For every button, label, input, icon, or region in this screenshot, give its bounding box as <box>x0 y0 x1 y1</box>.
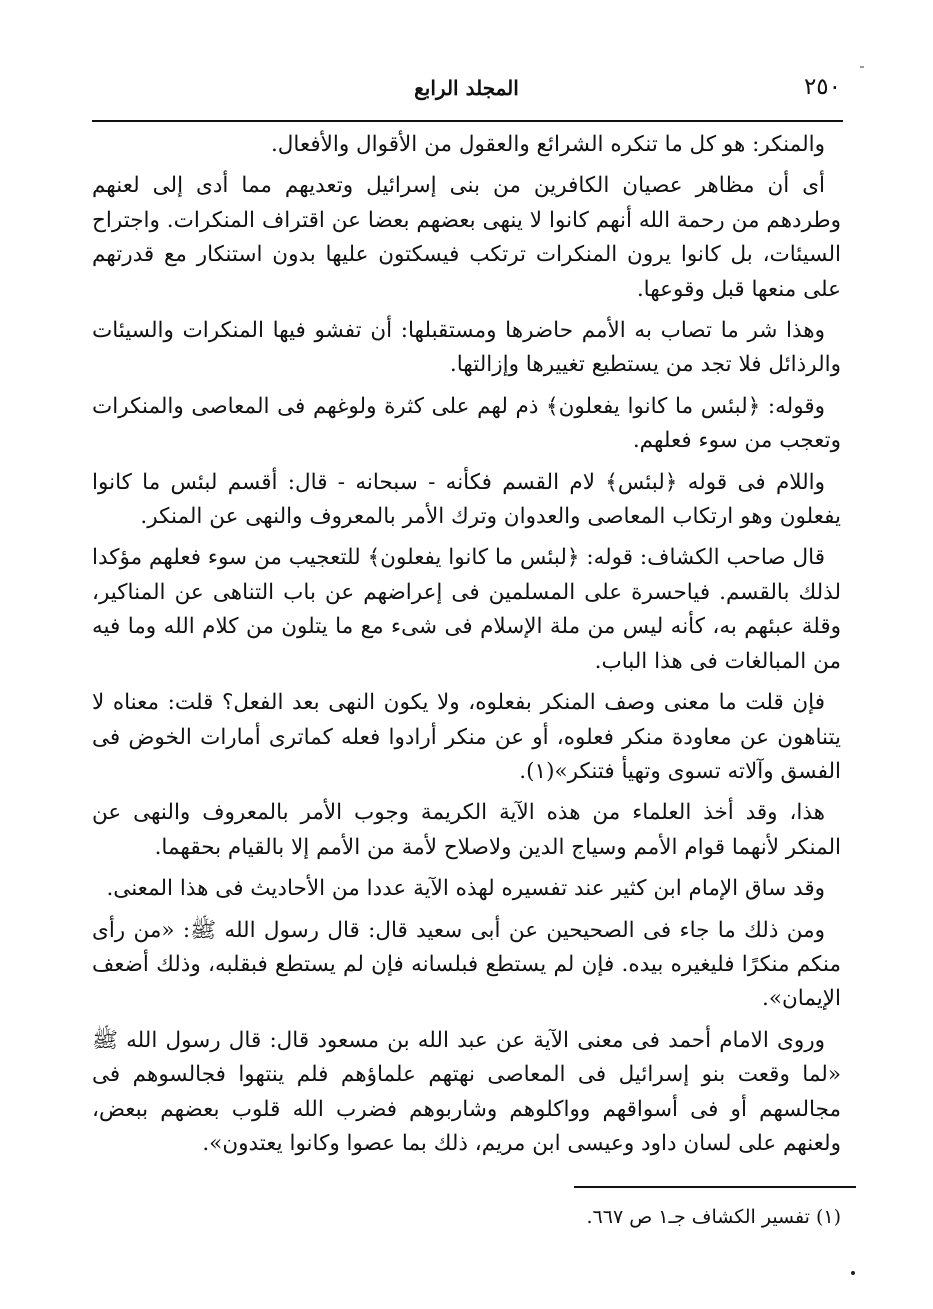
paragraph-bani-israil: أى أن مظاهر عصيان الكافرين من بنى إسرائيل وتعديهم مما أدى إلى لعنهم وطردهم من رحمة الله أنهم كانوا لا ينهى بعضهم بعضا عن اقتراف المنكرات. واجتراح السيئات، بل كانوا يرون المنكرات ترتكب فيسكتون عليها بدون استنكار مع قدرتهم على منعها قبل وقوعها. <box>92 173 841 302</box>
header-rule <box>92 120 843 122</box>
paragraph-kashshaf: قال صاحب الكشاف: قوله: ﴿لبئس ما كانوا يفعلون﴾ للتعجيب من سوء فعلهم مؤكدا لذلك بالقسم. فياحسرة على المسلمين فى إعراضهم عن باب التناهى عن المناكير، وقلة عبئهم به، كأنه ليس من ملة الإسلام فى شىء مع ما يتلون من كلام الله وما فيه من المبالغات فى هذا الباب. <box>92 545 841 674</box>
body-text <box>92 128 841 1168</box>
footnote-rule <box>574 1186 856 1188</box>
scan-dot <box>851 1271 855 1275</box>
scan-speck <box>860 66 864 68</box>
running-title: المجلد الرابع <box>414 76 519 100</box>
paragraph-lam-qasam: واللام فى قوله ﴿لبئس﴾ لام القسم فكأنه - سبحانه - قال: أقسم لبئس ما كانوا يفعلون وهو ارتكاب المعاصى والعدوان وترك الأمر بالمعروف والنهى عن المنكر. <box>92 469 841 530</box>
paragraph-ahmad: وروى الامام أحمد فى معنى الآية عن عبد الله بن مسعود قال: قال رسول الله ﷺ «لما وقعت بنو إسرائيل فى المعاصى نهتهم علماؤهم فلم ينتهوا فجالسوهم فى مجالسهم أو فى أسواقهم وواكلوهم وشاربوهم فضرب الله قلوب بعضهم ببعض، ولعنهم على لسان داود وعيسى ابن مريم، ذلك بما عصوا وكانوا يعتدون». <box>92 1027 841 1156</box>
footnote: (١) تفسير الكشاف جـ١ ص ٦٦٧. <box>586 1206 841 1228</box>
page-number: ٢٥٠ <box>803 74 841 100</box>
paragraph-qawluhu: وقوله: ﴿لبئس ما كانوا يفعلون﴾ ذم لهم على كثرة ولوغهم فى المعاصى والمنكرات وتعجب من سوء فعلهم. <box>92 393 841 454</box>
page-header <box>92 72 841 108</box>
paragraph-nations: وهذا شر ما تصاب به الأمم حاضرها ومستقبلها: أن تفشو فيها المنكرات والسيئات والرذائل فلا تجد من يستطيع تغييرها وإزالتها. <box>92 318 841 378</box>
paragraph-ibn-kathir: وقد ساق الإمام ابن كثير عند تفسيره لهذه الآية عددا من الأحاديث فى هذا المعنى. <box>106 876 825 902</box>
paragraph-ulama: هذا، وقد أخذ العلماء من هذه الآية الكريمة وجوب الأمر بالمعروف والنهى عن المنكر لأنهما قوام الأمم وسياج الدين ولاصلاح لأمة من الأمم إلا بالقيام بحقهما. <box>92 800 841 860</box>
paragraph-question: فإن قلت ما معنى وصف المنكر بفعلوه، ولا يكون النهى بعد الفعل؟ قلت: معناه لا يتناهون عن معاودة منكر فعلوه، أو عن منكر أرادوا فعله كماترى أمارات الخوض فى الفسق وآلاته تسوى وتهيأ فتنكر»(١). <box>92 690 841 784</box>
paragraph-munkar-definition: والمنكر: هو كل ما تنكره الشرائع والعقول من الأقوال والأفعال. <box>270 132 825 157</box>
paragraph-sahihayn: ومن ذلك ما جاء فى الصحيحين عن أبى سعيد قال: قال رسول الله ﷺ: «من رأى منكم منكرًا فليغيره بيده. فإن لم يستطع فبلسانه فإن لم يستطع فبقلبه، وذلك أضعف الإيمان». <box>92 917 841 1012</box>
